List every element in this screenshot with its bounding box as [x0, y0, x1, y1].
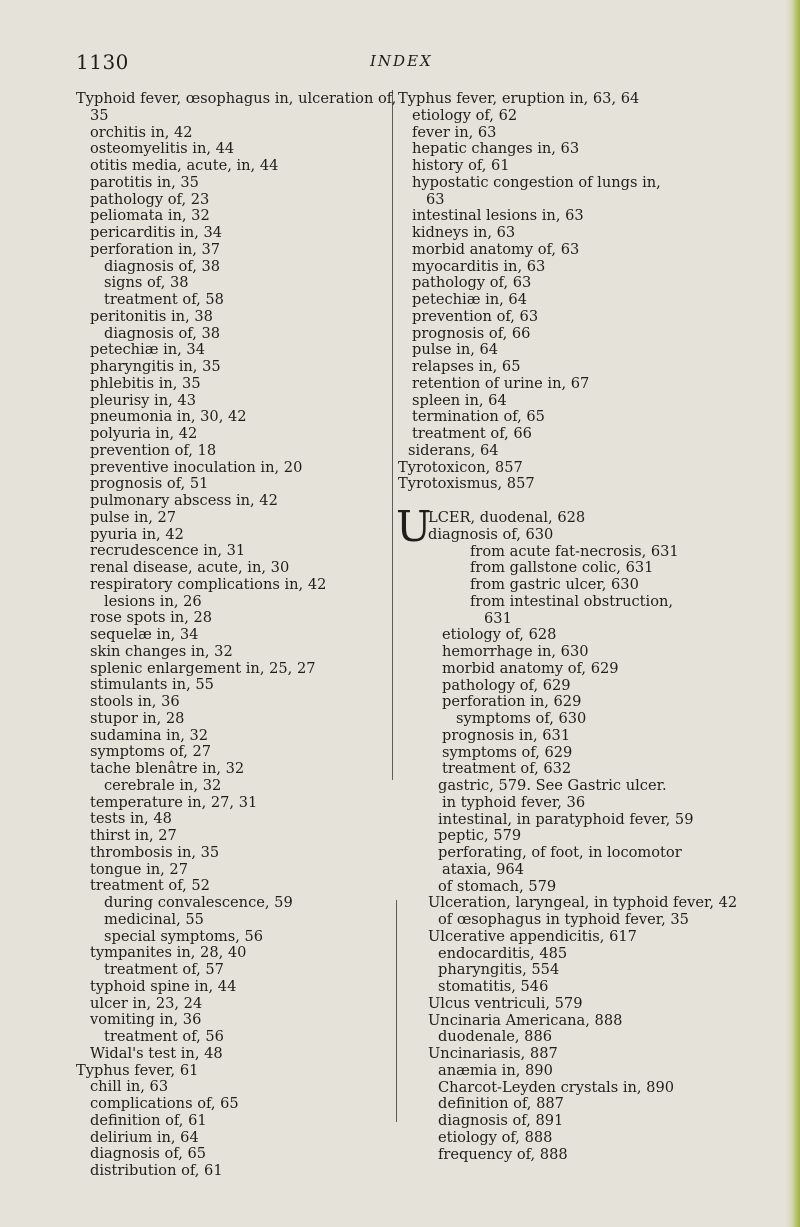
index-entry: etiology of, 62 — [412, 106, 518, 124]
index-entry: diagnosis of, 891 — [438, 1112, 564, 1129]
index-entry: myocarditis in, 63 — [412, 257, 546, 275]
index-entry: pyuria in, 42 — [90, 525, 184, 543]
index-entry: termination of, 65 — [412, 408, 545, 426]
index-entry: Typhus fever, 61 — [76, 1061, 199, 1079]
index-entry: from acute fat-necrosis, 631 — [470, 542, 679, 560]
index-entry: osteomyelitis in, 44 — [90, 140, 235, 158]
index-entry: medicinal, 55 — [104, 910, 204, 928]
index-entry: hemorrhage in, 630 — [442, 643, 589, 660]
index-entry: pericarditis in, 34 — [90, 224, 223, 241]
index-entry: perforation in, 629 — [442, 693, 582, 711]
index-entry: definition of, 61 — [90, 1111, 207, 1129]
index-entry: parotitis in, 35 — [90, 173, 199, 191]
index-entry: lesions in, 26 — [104, 592, 202, 610]
index-entry: petechiæ in, 64 — [412, 291, 527, 308]
index-entry: Tyrotoxicon, 857 — [398, 458, 523, 476]
index-entry: tongue in, 27 — [90, 860, 188, 878]
index-entry: diagnosis of, 38 — [104, 324, 221, 342]
index-entry: sequelæ in, 34 — [90, 626, 199, 643]
index-entry: 35 — [90, 106, 109, 124]
index-entry: from gallstone colic, 631 — [470, 559, 654, 577]
index-entry: prognosis of, 66 — [412, 324, 531, 342]
index-entry: diagnosis of, 630 — [428, 525, 554, 543]
index-block-ulcer — [398, 544, 743, 1164]
index-entry: Charcot-Leyden crystals in, 890 — [438, 1078, 675, 1096]
index-entry: prevention of, 18 — [90, 441, 217, 459]
running-head: INDEX — [370, 52, 433, 70]
index-entry: from intestinal obstruction, — [470, 592, 674, 610]
index-entry: fever in, 63 — [412, 123, 497, 141]
index-entry: hypostatic congestion of lungs in, — [412, 173, 661, 191]
index-entry: morbid anatomy of, 63 — [412, 240, 580, 258]
index-entry: pneumonia in, 30, 42 — [90, 408, 247, 426]
index-column-right — [398, 91, 743, 1163]
index-entry: prognosis of, 51 — [90, 475, 209, 493]
index-entry: pharyngitis in, 35 — [90, 358, 221, 375]
index-entry: delirium in, 64 — [90, 1128, 199, 1146]
index-entry: respiratory complications in, 42 — [90, 575, 327, 593]
index-entry: temperature in, 27, 31 — [90, 793, 258, 811]
index-entry: in typhoid fever, 36 — [442, 793, 586, 811]
index-entry: Uncinaria Americana, 888 — [428, 1011, 623, 1029]
index-entry: pathology of, 63 — [412, 274, 532, 292]
index-entry: pathology of, 23 — [90, 190, 210, 208]
index-entry: duodenale, 886 — [438, 1028, 553, 1046]
index-entry: distribution of, 61 — [90, 1162, 223, 1179]
index-entry: 631 — [484, 609, 512, 627]
index-entry: etiology of, 628 — [442, 626, 557, 644]
index-column-left — [76, 90, 397, 1180]
index-entry: from gastric ulcer, 630 — [470, 576, 639, 593]
index-entry: special symptoms, 56 — [104, 927, 264, 945]
index-block-typhus — [398, 91, 743, 493]
index-entry: splenic enlargement in, 25, 27 — [90, 659, 316, 677]
index-entry: ulcer in, 23, 24 — [90, 994, 203, 1012]
index-entry: preventive inoculation in, 20 — [90, 458, 303, 476]
index-entry: diagnosis of, 65 — [90, 1145, 207, 1163]
page-number: 1130 — [76, 50, 129, 74]
index-entry: sudamina in, 32 — [90, 726, 209, 744]
index-entry: pulmonary abscess in, 42 — [90, 492, 278, 509]
index-entry: perforation in, 37 — [90, 240, 221, 258]
index-entry: retention of urine in, 67 — [412, 374, 590, 392]
index-entry: petechiæ in, 34 — [90, 341, 205, 359]
index-entry: pharyngitis, 554 — [438, 961, 560, 979]
index-entry: of œsophagus in typhoid fever, 35 — [438, 911, 689, 928]
index-entry: complications of, 65 — [90, 1095, 239, 1112]
index-entry: thirst in, 27 — [90, 827, 177, 844]
index-entry: treatment of, 57 — [104, 961, 224, 978]
index-entry: spleen in, 64 — [412, 391, 507, 409]
index-entry: stimulants in, 55 — [90, 676, 214, 694]
index-entry: perforating, of foot, in locomotor — [438, 844, 682, 861]
index-entry: gastric, 579. See Gastric ulcer. — [438, 777, 667, 794]
index-entry: diagnosis of, 38 — [104, 257, 221, 275]
index-entry: Uncinariasis, 887 — [428, 1045, 558, 1062]
index-entry: Tyrotoxismus, 857 — [398, 475, 535, 493]
index-entry: prevention of, 63 — [412, 307, 539, 325]
index-entry: pathology of, 629 — [442, 676, 571, 694]
index-entry: hepatic changes in, 63 — [412, 140, 580, 158]
index-entry: phlebitis in, 35 — [90, 374, 201, 392]
index-entry: thrombosis in, 35 — [90, 843, 220, 861]
page-edge — [786, 0, 800, 1227]
index-entry: recrudescence in, 31 — [90, 542, 246, 560]
index-entry: 63 — [426, 190, 445, 208]
index-entry: pleurisy in, 43 — [90, 391, 196, 409]
index-entry: Typhoid fever, œsophagus in, ulceration of, — [76, 90, 397, 107]
index-entry: renal disease, acute, in, 30 — [90, 559, 290, 576]
index-entry: Ulcus ventriculi, 579 — [428, 994, 583, 1012]
index-entry: peliomata in, 32 — [90, 207, 210, 225]
index-entry: tympanites in, 28, 40 — [90, 944, 247, 962]
index-entry: endocarditis, 485 — [438, 944, 568, 962]
index-entry: symptoms of, 27 — [90, 743, 212, 761]
index-entry: skin changes in, 32 — [90, 642, 233, 660]
index-entry: morbid anatomy of, 629 — [442, 659, 619, 677]
column-divider-lower — [396, 900, 397, 1122]
index-entry: Ulcerative appendicitis, 617 — [428, 927, 637, 945]
index-entry: relapses in, 65 — [412, 358, 521, 375]
index-entry: etiology of, 888 — [438, 1128, 553, 1146]
index-entry: ataxia, 964 — [442, 860, 524, 878]
index-entry: prognosis in, 631 — [442, 726, 571, 744]
index-entry: siderans, 64 — [408, 441, 499, 459]
index-entry: definition of, 887 — [438, 1095, 564, 1113]
index-entry: pulse in, 64 — [412, 341, 499, 359]
index-entry: Ulceration, laryngeal, in typhoid fever, 42 — [428, 894, 738, 912]
index-entry: symptoms of, 629 — [442, 743, 573, 761]
index-entry: polyuria in, 42 — [90, 425, 198, 442]
index-entry: tache blenâtre in, 32 — [90, 760, 245, 777]
index-entry: chill in, 63 — [90, 1078, 169, 1096]
index-entry: pulse in, 27 — [90, 508, 177, 526]
index-entry: intestinal, in paratyphoid fever, 59 — [438, 810, 694, 828]
index-entry: treatment of, 52 — [90, 877, 210, 895]
index-entry: stomatitis, 546 — [438, 978, 549, 995]
index-entry: during convalescence, 59 — [104, 894, 293, 911]
index-entry: history of, 61 — [412, 157, 510, 174]
index-entry: otitis media, acute, in, 44 — [90, 157, 279, 174]
index-entry: LCER, duodenal, 628 — [428, 509, 586, 526]
index-entry: intestinal lesions in, 63 — [412, 207, 584, 225]
drop-cap-letter: U — [396, 502, 432, 551]
index-entry: orchitis in, 42 — [90, 123, 193, 141]
index-entry: rose spots in, 28 — [90, 609, 213, 627]
index-entry: Typhus fever, eruption in, 63, 64 — [398, 90, 640, 107]
index-entry: treatment of, 66 — [412, 425, 532, 442]
index-entry: typhoid spine in, 44 — [90, 977, 237, 995]
index-entry: stupor in, 28 — [90, 709, 185, 727]
index-entry: symptoms of, 630 — [456, 710, 587, 727]
index-entry: treatment of, 58 — [104, 291, 224, 308]
index-entry: cerebrale in, 32 — [104, 776, 222, 794]
index-entry: kidneys in, 63 — [412, 224, 516, 241]
index-entry: signs of, 38 — [104, 274, 189, 292]
index-entry: Widal's test in, 48 — [90, 1044, 223, 1062]
index-entry: vomiting in, 36 — [90, 1011, 202, 1029]
index-entry: anæmia in, 890 — [438, 1061, 553, 1079]
index-entry: tests in, 48 — [90, 810, 172, 828]
index-entry: frequency of, 888 — [438, 1145, 568, 1163]
index-entry: peritonitis in, 38 — [90, 307, 213, 325]
index-entry: peptic, 579 — [438, 827, 522, 845]
index-entry: treatment of, 56 — [104, 1028, 224, 1045]
index-entry: of stomach, 579 — [438, 877, 557, 895]
index-entry: treatment of, 632 — [442, 760, 572, 778]
index-entry: stools in, 36 — [90, 693, 180, 710]
